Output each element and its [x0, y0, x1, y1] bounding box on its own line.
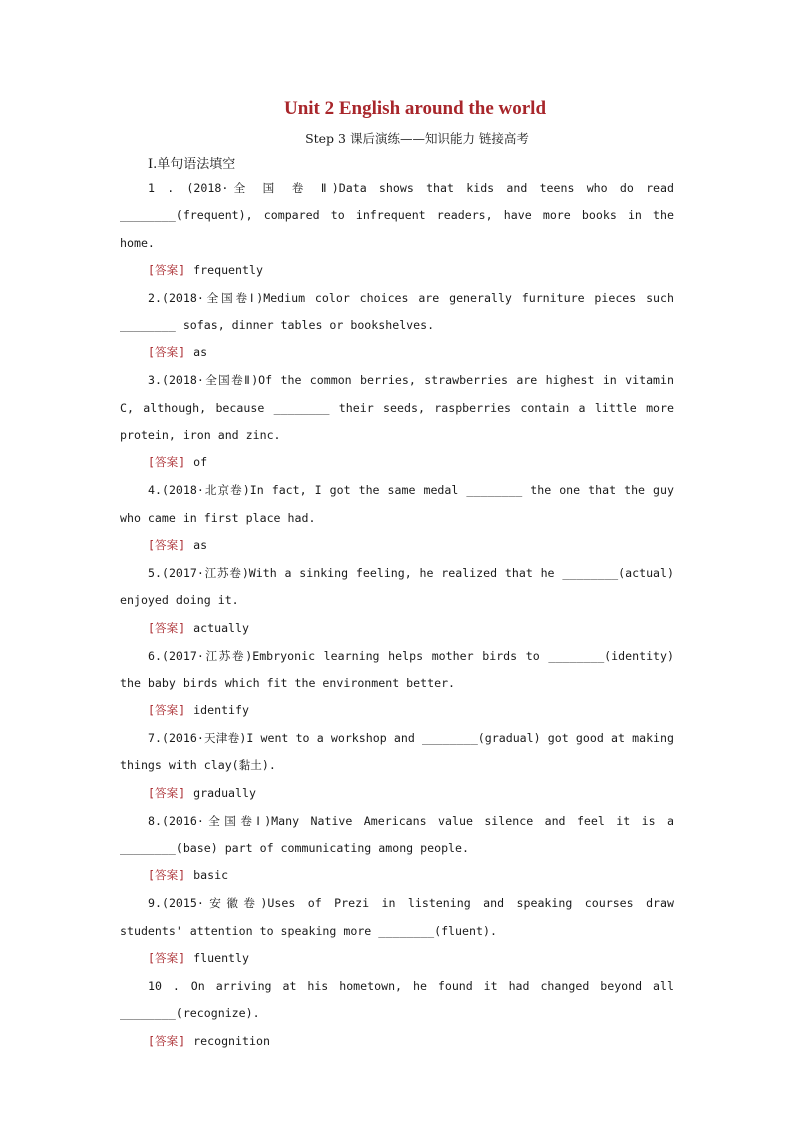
answer-label: [答案] [148, 868, 186, 883]
question-block [120, 285, 674, 367]
answer-line [120, 780, 674, 807]
answer-value: recognition [193, 1033, 270, 1048]
answer-label: [答案] [148, 345, 186, 360]
answer-value: as [193, 345, 208, 360]
answer-value: as [193, 537, 208, 552]
answer-line [120, 1028, 674, 1055]
question-block [120, 725, 674, 807]
answer-value: identify [193, 703, 249, 718]
answer-value: actually [193, 620, 249, 635]
answer-line [120, 257, 674, 284]
answer-value: gradually [193, 785, 256, 800]
answer-value: of [193, 455, 208, 470]
question-list [120, 175, 674, 1055]
worksheet-page [120, 96, 674, 1055]
answer-label: [答案] [148, 455, 186, 470]
answer-label: [答案] [148, 785, 186, 800]
answer-label: [答案] [148, 262, 186, 277]
question-text: 8.(2016·全国卷Ⅰ)Many Native Americans value silence and feel it is a ________(base) part of communicating among people. [120, 813, 674, 856]
answer-line [120, 697, 674, 724]
page-title: Unit 2 English around the world [283, 98, 547, 119]
answer-label: [答案] [148, 703, 186, 718]
answer-line [120, 862, 674, 889]
answer-label: [答案] [148, 1033, 186, 1048]
question-block [120, 973, 674, 1055]
page-subtitle: Step 3 课后演练——知识能力 链接高考 [305, 131, 529, 146]
question-text: 6.(2017·江苏卷)Embryonic learning helps mother birds to ________(identity) the baby birds which fit the environment better. [120, 648, 674, 690]
question-text: 4.(2018·北京卷)In fact, I got the same medal ________ the one that the guy who came in first place had. [120, 483, 674, 525]
question-block [120, 808, 674, 890]
question-block [120, 890, 674, 972]
answer-line [120, 339, 674, 366]
question-block [120, 175, 674, 284]
answer-label: [答案] [148, 950, 186, 965]
section-heading: Ⅰ.单句语法填空 [148, 157, 236, 172]
question-block [120, 560, 674, 642]
answer-value: basic [193, 868, 229, 883]
question-block [120, 643, 674, 725]
question-text: 5.(2017·江苏卷)With a sinking feeling, he realized that he ________(actual) enjoyed doing it. [120, 565, 674, 608]
question-text: 3.(2018·全国卷Ⅱ)Of the common berries, strawberries are highest in vitamin C, although, because ________ their seeds, raspberries contain a little more protein, iron and zinc. [120, 373, 674, 443]
answer-line [120, 945, 674, 972]
question-text: 2.(2018·全国卷Ⅰ)Medium color choices are generally furniture pieces such ________ sofas, dinner tables or bookshelves. [120, 290, 674, 333]
answer-line [120, 615, 674, 642]
answer-label: [答案] [148, 537, 186, 552]
question-text: 7.(2016·天津卷)I went to a workshop and ________(gradual) got good at making things with clay(黏土). [120, 731, 674, 773]
question-text: 10 . On arriving at his hometown, he found it had changed beyond all ________(recognize). [120, 978, 674, 1021]
question-text: 9.(2015·安徽卷)Uses of Prezi in listening and speaking courses draw students' attention to speaking more ________(fluent). [120, 896, 674, 938]
answer-label: [答案] [148, 620, 186, 635]
question-block [120, 477, 674, 559]
answer-value: frequently [193, 262, 263, 277]
question-text: 1 . (2018·全 国 卷 Ⅱ)Data shows that kids and teens who do read ________(frequent), compared to infrequent readers, have more books in the home. [120, 181, 674, 250]
answer-line [120, 532, 674, 559]
answer-value: fluently [193, 950, 249, 965]
answer-line [120, 449, 674, 476]
question-block [120, 367, 674, 476]
